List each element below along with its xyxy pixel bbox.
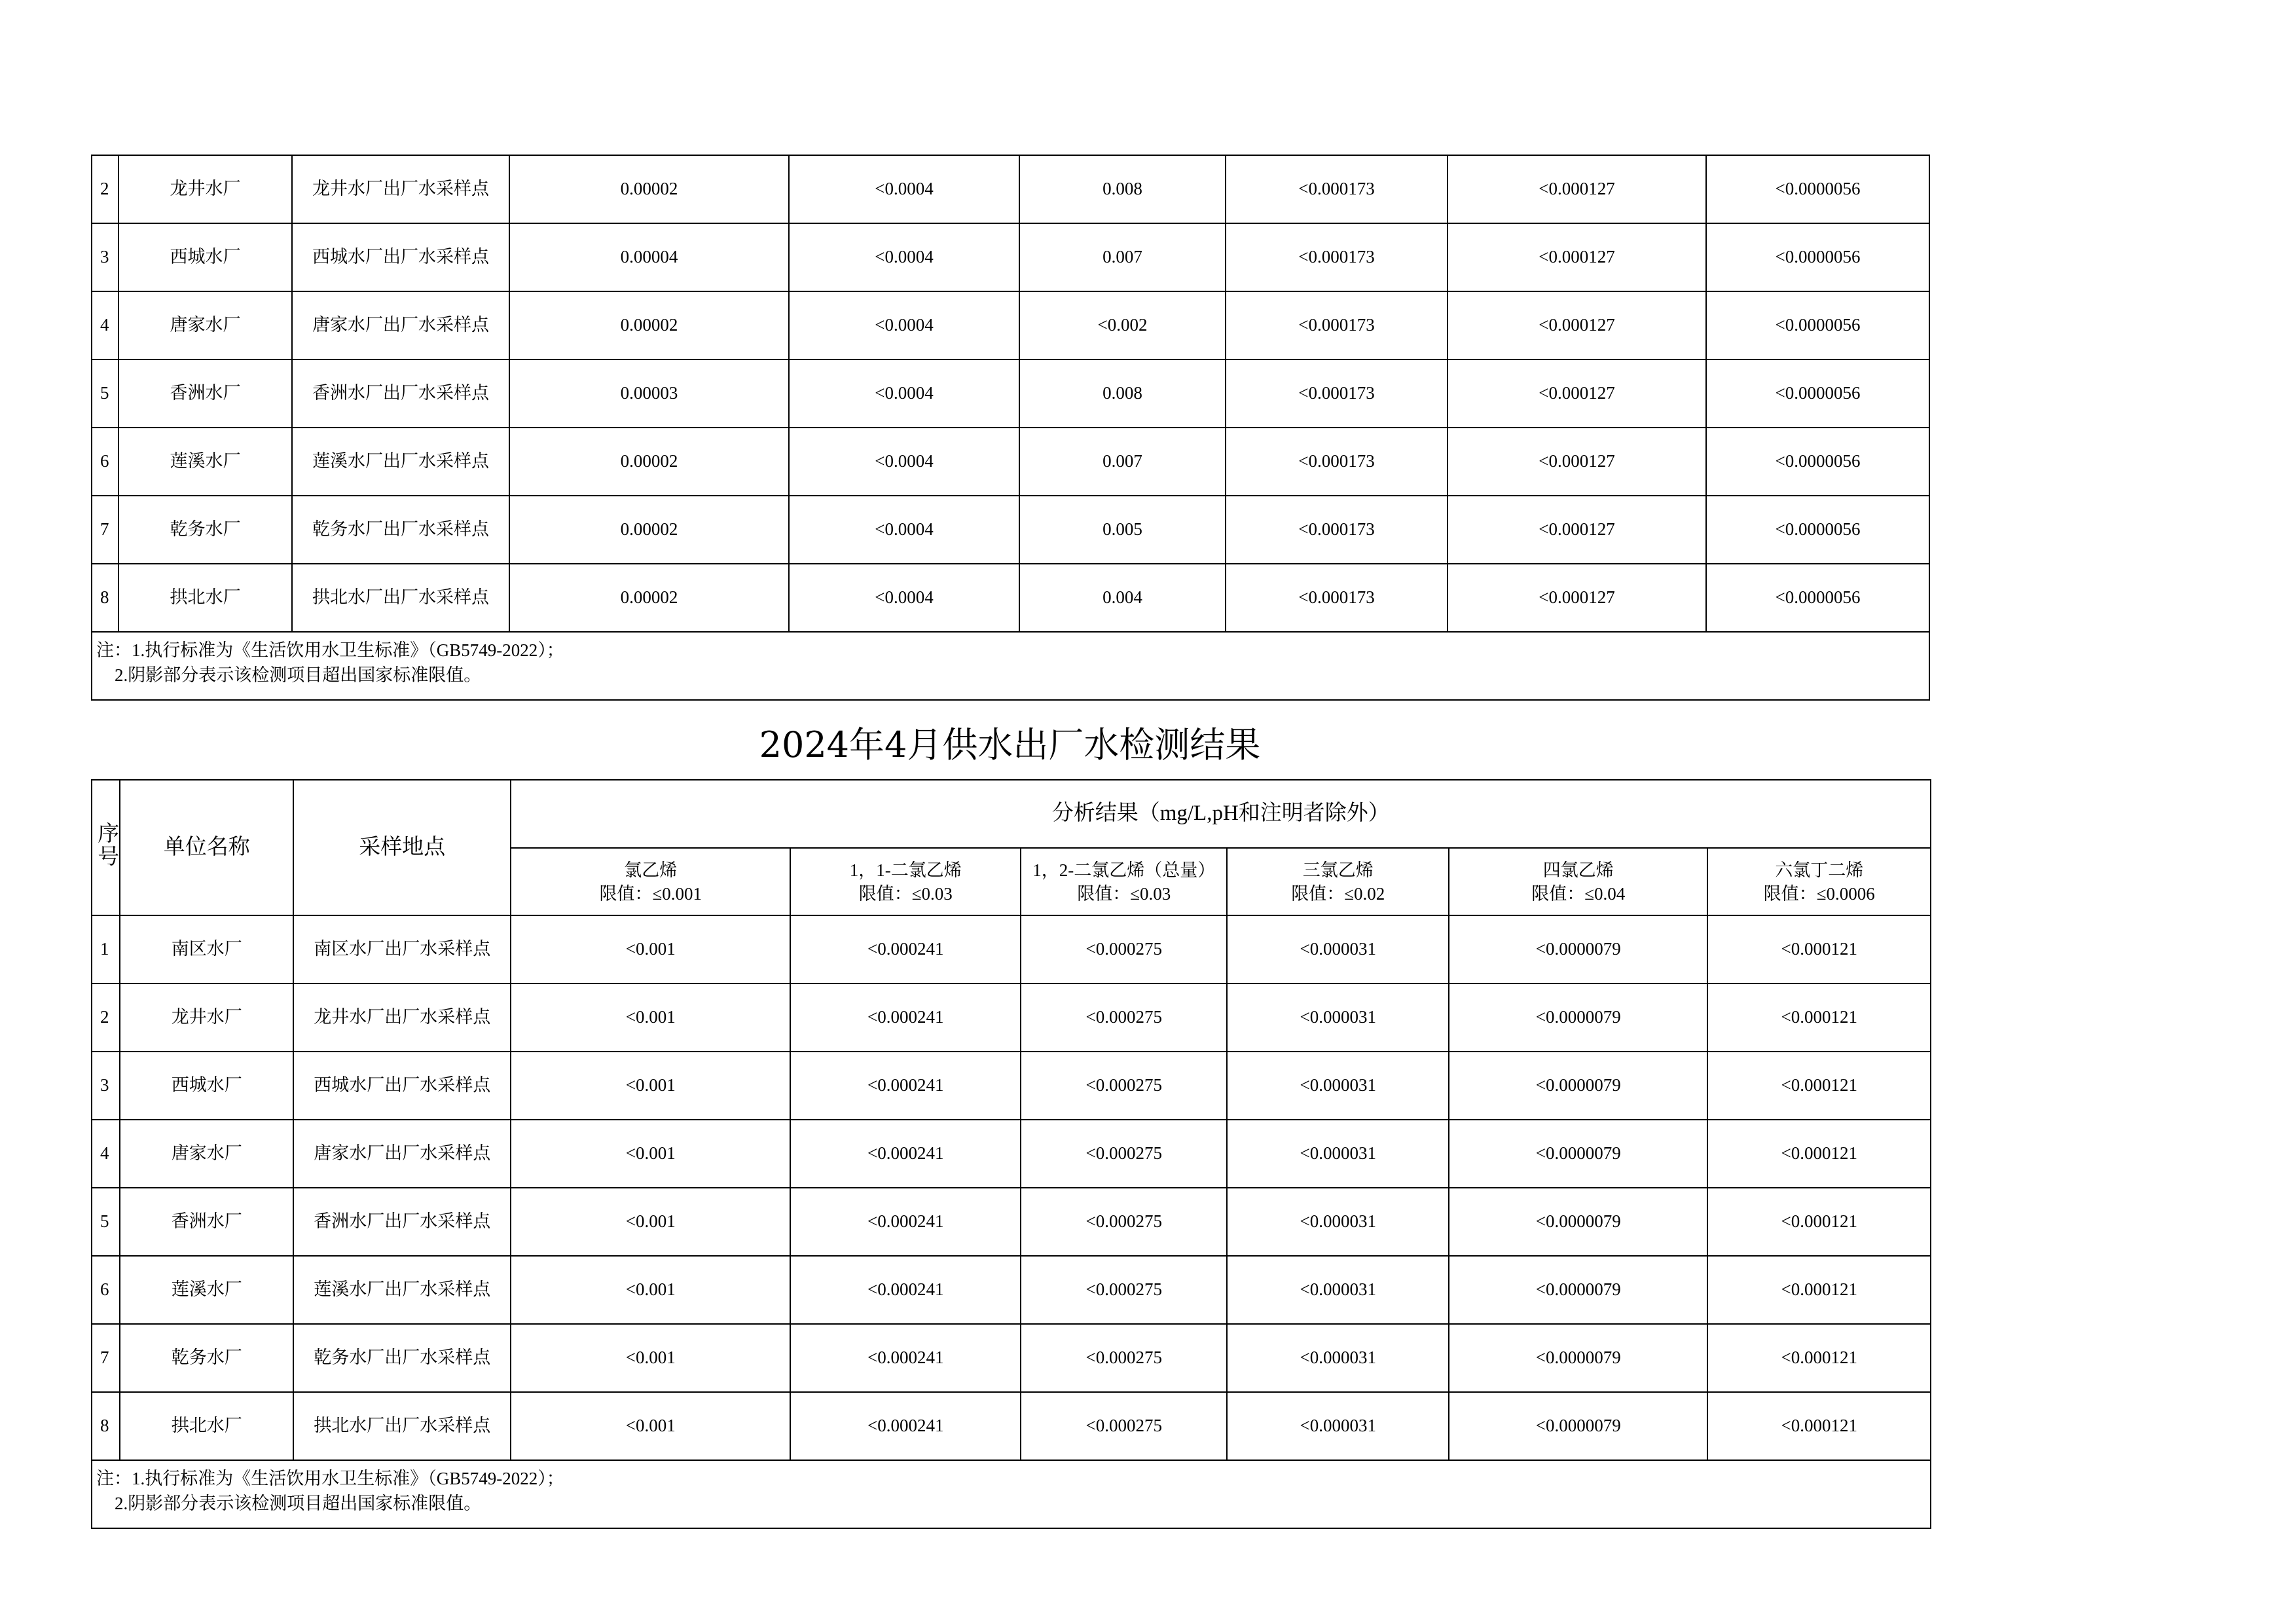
table-row bbox=[92, 1324, 1931, 1392]
result-value: <0.000275 bbox=[1021, 1256, 1227, 1324]
result-value: <0.000121 bbox=[1707, 1392, 1931, 1460]
result-value: <0.000121 bbox=[1707, 1120, 1931, 1188]
result-value: <0.000275 bbox=[1021, 1052, 1227, 1120]
result-value: <0.000121 bbox=[1707, 1188, 1931, 1256]
result-value: <0.000031 bbox=[1227, 1324, 1449, 1392]
row-number: 4 bbox=[92, 1120, 120, 1188]
result-value: <0.0004 bbox=[789, 223, 1019, 291]
note-line-2: 2.阴影部分表示该检测项目超出国家标准限值。 bbox=[115, 665, 482, 685]
result-value: <0.001 bbox=[511, 1324, 790, 1392]
bottom-notes-row bbox=[92, 1460, 1931, 1528]
sample-site: 龙井水厂出厂水采样点 bbox=[292, 155, 509, 223]
result-value: 0.007 bbox=[1019, 428, 1226, 496]
result-value: <0.000241 bbox=[790, 1052, 1021, 1120]
header-analysis: 分析结果（mg/L,pH和注明者除外） bbox=[511, 780, 1931, 848]
table-row bbox=[92, 223, 1929, 291]
result-value: <0.000173 bbox=[1226, 155, 1448, 223]
result-value: <0.000173 bbox=[1226, 428, 1448, 496]
unit-name: 乾务水厂 bbox=[120, 1324, 293, 1392]
table-row bbox=[92, 428, 1929, 496]
notes-cell bbox=[92, 1460, 1931, 1528]
row-number: 6 bbox=[92, 428, 118, 496]
result-value: <0.000031 bbox=[1227, 915, 1449, 983]
result-value: <0.0000079 bbox=[1449, 915, 1707, 983]
column-header bbox=[790, 848, 1021, 915]
result-value: <0.001 bbox=[511, 1052, 790, 1120]
result-value: <0.0000056 bbox=[1706, 496, 1929, 564]
row-number: 7 bbox=[92, 1324, 120, 1392]
row-number: 3 bbox=[92, 1052, 120, 1120]
unit-name: 香洲水厂 bbox=[120, 1188, 293, 1256]
header-seq-label: 序号 bbox=[94, 822, 118, 868]
result-value: <0.000241 bbox=[790, 1188, 1021, 1256]
result-value: <0.000173 bbox=[1226, 223, 1448, 291]
unit-name: 唐家水厂 bbox=[120, 1120, 293, 1188]
column-name: 三氯乙烯 bbox=[1302, 860, 1374, 880]
result-value: <0.000275 bbox=[1021, 1324, 1227, 1392]
result-value: <0.000127 bbox=[1448, 291, 1706, 359]
unit-name: 唐家水厂 bbox=[118, 291, 292, 359]
unit-name: 西城水厂 bbox=[118, 223, 292, 291]
column-limit: 限值：≤0.0006 bbox=[1763, 883, 1875, 904]
row-number: 4 bbox=[92, 291, 118, 359]
result-value: 0.00002 bbox=[509, 496, 789, 564]
result-value: <0.000127 bbox=[1448, 564, 1706, 632]
result-value: <0.0000079 bbox=[1449, 1188, 1707, 1256]
table-row bbox=[92, 1392, 1931, 1460]
result-value: <0.002 bbox=[1019, 291, 1226, 359]
unit-name: 莲溪水厂 bbox=[120, 1256, 293, 1324]
result-value: <0.000275 bbox=[1021, 1120, 1227, 1188]
table-row bbox=[92, 983, 1931, 1052]
sample-site: 南区水厂出厂水采样点 bbox=[293, 915, 511, 983]
sample-site: 拱北水厂出厂水采样点 bbox=[292, 564, 509, 632]
result-value: <0.000031 bbox=[1227, 1188, 1449, 1256]
table-row bbox=[92, 564, 1929, 632]
column-limit: 限值：≤0.03 bbox=[1077, 883, 1171, 904]
result-value: 0.007 bbox=[1019, 223, 1226, 291]
row-number: 2 bbox=[92, 155, 118, 223]
result-value: <0.000241 bbox=[790, 1324, 1021, 1392]
result-value: <0.0004 bbox=[789, 155, 1019, 223]
unit-name: 龙井水厂 bbox=[118, 155, 292, 223]
sample-site: 香洲水厂出厂水采样点 bbox=[292, 359, 509, 428]
column-name: 1，2-二氯乙烯（总量） bbox=[1032, 860, 1216, 880]
result-value: <0.000127 bbox=[1448, 155, 1706, 223]
result-value: <0.001 bbox=[511, 983, 790, 1052]
result-value: 0.00004 bbox=[509, 223, 789, 291]
note-line-2: 2.阴影部分表示该检测项目超出国家标准限值。 bbox=[115, 1494, 482, 1513]
unit-name: 乾务水厂 bbox=[118, 496, 292, 564]
row-number: 5 bbox=[92, 359, 118, 428]
row-number: 6 bbox=[92, 1256, 120, 1324]
row-number: 7 bbox=[92, 496, 118, 564]
result-value: <0.0004 bbox=[789, 496, 1019, 564]
column-limit: 限值：≤0.03 bbox=[858, 883, 953, 904]
unit-name: 南区水厂 bbox=[120, 915, 293, 983]
sample-site: 乾务水厂出厂水采样点 bbox=[292, 496, 509, 564]
result-value: <0.001 bbox=[511, 1392, 790, 1460]
result-value: <0.000275 bbox=[1021, 1392, 1227, 1460]
column-name: 四氯乙烯 bbox=[1542, 860, 1614, 880]
result-value: <0.000127 bbox=[1448, 359, 1706, 428]
result-value: <0.001 bbox=[511, 1256, 790, 1324]
sample-site: 唐家水厂出厂水采样点 bbox=[292, 291, 509, 359]
top-notes-row bbox=[92, 632, 1929, 700]
bottom-results-table bbox=[91, 779, 1931, 1529]
sample-site: 乾务水厂出厂水采样点 bbox=[293, 1324, 511, 1392]
result-value: <0.0004 bbox=[789, 359, 1019, 428]
row-number: 5 bbox=[92, 1188, 120, 1256]
result-value: <0.000241 bbox=[790, 915, 1021, 983]
column-header bbox=[1449, 848, 1707, 915]
page-title: 2024年4月供水出厂水检测结果 bbox=[759, 724, 1261, 765]
top-table-body bbox=[92, 155, 1929, 632]
row-number: 2 bbox=[92, 983, 120, 1052]
column-name: 六氯丁二烯 bbox=[1775, 860, 1864, 880]
result-value: 0.005 bbox=[1019, 496, 1226, 564]
sample-site: 莲溪水厂出厂水采样点 bbox=[293, 1256, 511, 1324]
table-row bbox=[92, 1256, 1931, 1324]
result-value: <0.0000056 bbox=[1706, 564, 1929, 632]
result-value: 0.00002 bbox=[509, 155, 789, 223]
table-row bbox=[92, 291, 1929, 359]
column-name: 1，1-二氯乙烯 bbox=[849, 860, 962, 880]
row-number: 3 bbox=[92, 223, 118, 291]
sample-site: 拱北水厂出厂水采样点 bbox=[293, 1392, 511, 1460]
top-results-table bbox=[91, 155, 1930, 701]
header-unit: 单位名称 bbox=[120, 780, 293, 915]
result-value: <0.0000079 bbox=[1449, 1392, 1707, 1460]
unit-name: 拱北水厂 bbox=[120, 1392, 293, 1460]
table-row bbox=[92, 1052, 1931, 1120]
result-value: 0.00003 bbox=[509, 359, 789, 428]
result-value: 0.00002 bbox=[509, 564, 789, 632]
bottom-table-body bbox=[92, 915, 1931, 1460]
result-value: <0.000031 bbox=[1227, 1256, 1449, 1324]
note-line-1: 注：1.执行标准为《生活饮用水卫生标准》（GB5749-2022）； bbox=[96, 1469, 564, 1488]
result-value: 0.00002 bbox=[509, 428, 789, 496]
result-value: <0.000173 bbox=[1226, 496, 1448, 564]
result-value: <0.0000056 bbox=[1706, 359, 1929, 428]
result-value: <0.000173 bbox=[1226, 291, 1448, 359]
result-value: <0.0000079 bbox=[1449, 1324, 1707, 1392]
sample-site: 西城水厂出厂水采样点 bbox=[292, 223, 509, 291]
result-value: <0.000031 bbox=[1227, 1392, 1449, 1460]
unit-name: 西城水厂 bbox=[120, 1052, 293, 1120]
row-number: 8 bbox=[92, 1392, 120, 1460]
result-value: <0.0000056 bbox=[1706, 428, 1929, 496]
result-value: 0.008 bbox=[1019, 359, 1226, 428]
column-limit: 限值：≤0.001 bbox=[599, 883, 702, 904]
result-value: <0.000031 bbox=[1227, 1052, 1449, 1120]
result-value: <0.0004 bbox=[789, 428, 1019, 496]
result-value: <0.000275 bbox=[1021, 915, 1227, 983]
result-value: <0.0000079 bbox=[1449, 1052, 1707, 1120]
result-value: <0.000121 bbox=[1707, 1324, 1931, 1392]
sample-site: 龙井水厂出厂水采样点 bbox=[293, 983, 511, 1052]
result-value: <0.0000056 bbox=[1706, 155, 1929, 223]
column-header bbox=[1707, 848, 1931, 915]
row-number: 8 bbox=[92, 564, 118, 632]
result-value: <0.000173 bbox=[1226, 359, 1448, 428]
result-value: <0.000031 bbox=[1227, 1120, 1449, 1188]
table-row bbox=[92, 155, 1929, 223]
table-row bbox=[92, 1120, 1931, 1188]
header-site: 采样地点 bbox=[293, 780, 511, 915]
result-value: 0.00002 bbox=[509, 291, 789, 359]
unit-name: 龙井水厂 bbox=[120, 983, 293, 1052]
unit-name: 拱北水厂 bbox=[118, 564, 292, 632]
result-value: <0.0004 bbox=[789, 564, 1019, 632]
result-value: <0.001 bbox=[511, 1188, 790, 1256]
result-value: <0.0000079 bbox=[1449, 1120, 1707, 1188]
table-row bbox=[92, 496, 1929, 564]
column-limit: 限值：≤0.02 bbox=[1291, 883, 1385, 904]
result-value: <0.000275 bbox=[1021, 1188, 1227, 1256]
result-value: 0.004 bbox=[1019, 564, 1226, 632]
table-row bbox=[92, 915, 1931, 983]
result-value: <0.001 bbox=[511, 1120, 790, 1188]
result-value: <0.000173 bbox=[1226, 564, 1448, 632]
result-value: <0.000121 bbox=[1707, 1256, 1931, 1324]
sample-site: 香洲水厂出厂水采样点 bbox=[293, 1188, 511, 1256]
result-value: <0.000127 bbox=[1448, 496, 1706, 564]
sample-site: 西城水厂出厂水采样点 bbox=[293, 1052, 511, 1120]
result-value: <0.0004 bbox=[789, 291, 1019, 359]
result-value: <0.000031 bbox=[1227, 983, 1449, 1052]
result-value: 0.008 bbox=[1019, 155, 1226, 223]
result-value: <0.0000079 bbox=[1449, 983, 1707, 1052]
sample-site: 莲溪水厂出厂水采样点 bbox=[292, 428, 509, 496]
header-seq bbox=[92, 780, 120, 915]
result-value: <0.000241 bbox=[790, 1120, 1021, 1188]
column-header bbox=[511, 848, 790, 915]
header-row-1 bbox=[92, 780, 1931, 848]
result-value: <0.000127 bbox=[1448, 428, 1706, 496]
table-row bbox=[92, 359, 1929, 428]
unit-name: 莲溪水厂 bbox=[118, 428, 292, 496]
result-value: <0.0000079 bbox=[1449, 1256, 1707, 1324]
result-value: <0.000241 bbox=[790, 983, 1021, 1052]
result-value: <0.000121 bbox=[1707, 915, 1931, 983]
result-value: <0.000275 bbox=[1021, 983, 1227, 1052]
note-line-1: 注：1.执行标准为《生活饮用水卫生标准》（GB5749-2022）； bbox=[96, 640, 564, 660]
result-value: <0.000121 bbox=[1707, 1052, 1931, 1120]
column-header bbox=[1021, 848, 1227, 915]
unit-name: 香洲水厂 bbox=[118, 359, 292, 428]
result-value: <0.0000056 bbox=[1706, 223, 1929, 291]
table-row bbox=[92, 1188, 1931, 1256]
column-name: 氯乙烯 bbox=[624, 860, 678, 880]
result-value: <0.000241 bbox=[790, 1256, 1021, 1324]
result-value: <0.000241 bbox=[790, 1392, 1021, 1460]
notes-cell bbox=[92, 632, 1929, 700]
result-value: <0.000121 bbox=[1707, 983, 1931, 1052]
result-value: <0.001 bbox=[511, 915, 790, 983]
column-limit: 限值：≤0.04 bbox=[1531, 883, 1626, 904]
column-header bbox=[1227, 848, 1449, 915]
row-number: 1 bbox=[92, 915, 120, 983]
sample-site: 唐家水厂出厂水采样点 bbox=[293, 1120, 511, 1188]
result-value: <0.000127 bbox=[1448, 223, 1706, 291]
result-value: <0.0000056 bbox=[1706, 291, 1929, 359]
